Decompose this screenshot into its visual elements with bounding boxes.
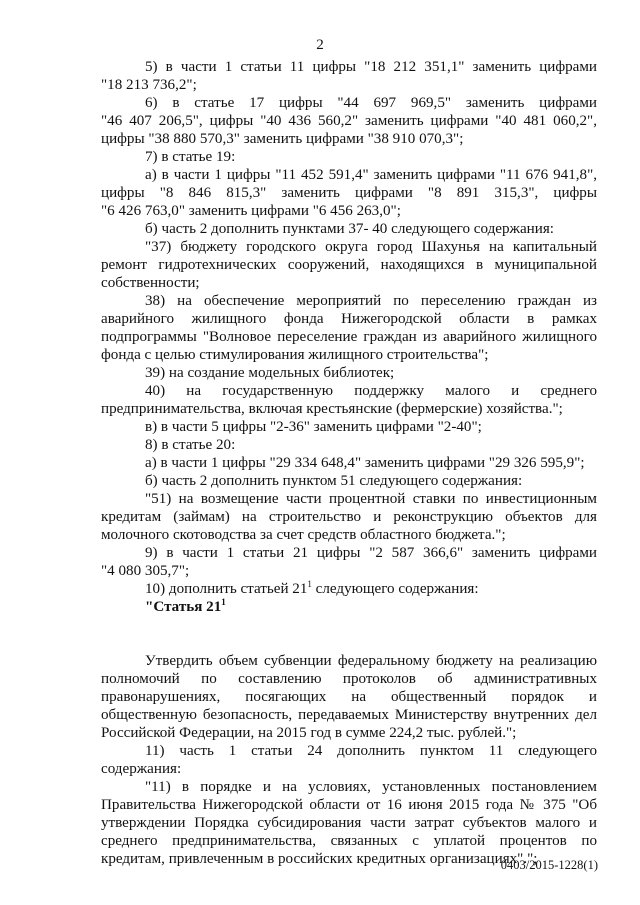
line-text: б) часть 2 дополнить пунктами 37- 40 следующего содержания: xyxy=(145,221,554,237)
line-text: среднего предпринимательства, связанных с уплатой процентов по xyxy=(101,833,597,849)
line-text: 40) на государственную поддержку малого и среднего xyxy=(145,383,597,399)
text-line xyxy=(101,382,597,400)
line-text: цифры "8 846 815,3" заменить цифрами "8 891 315,3", цифры xyxy=(101,185,597,201)
text-line xyxy=(101,580,597,598)
line-text: правонарушениях, посягающих на общественный порядок и xyxy=(101,689,597,705)
line-text: подпрограммы "Волновое переселение граждан из аварийного жилищного xyxy=(101,329,597,345)
text-line xyxy=(101,220,597,238)
line-text: молочного скотоводства за счет средств областного бюджета."; xyxy=(101,527,506,543)
text-line xyxy=(101,544,597,562)
line-text: 9) в части 1 статьи 21 цифры "2 587 366,6" заменить цифрами xyxy=(145,545,597,561)
line-text: "37) бюджету городского округа город Шахунья на капитальный xyxy=(145,239,597,255)
text-line xyxy=(101,292,597,310)
text-line xyxy=(101,436,597,454)
line-text: кредитам, привлеченным в российских кредитных организациях"."; xyxy=(101,851,538,867)
line-text: кредитам (займам) на строительство и реконструкцию объектов для xyxy=(101,509,597,525)
line-text: 8) в статье 20: xyxy=(145,437,236,453)
text-line xyxy=(101,130,597,148)
text-line xyxy=(101,238,597,256)
line-text: б) часть 2 дополнить пунктом 51 следующего содержания: xyxy=(145,473,523,489)
line-text: а) в части 1 цифры "29 334 648,4" заменить цифрами "29 326 595,9"; xyxy=(145,455,585,471)
text-line xyxy=(101,184,597,202)
document-body xyxy=(101,58,597,868)
text-line xyxy=(101,472,597,490)
text-line xyxy=(101,310,597,328)
text-line xyxy=(101,778,597,796)
text-line xyxy=(101,400,597,418)
line-text: полномочий по составлению протоколов об административных xyxy=(101,671,597,687)
text-line xyxy=(101,742,597,760)
text-line xyxy=(101,166,597,184)
text-line xyxy=(101,364,597,382)
line-text: Утвердить объем субвенции федеральному бюджету на реализацию xyxy=(145,653,597,669)
line-text: "6 426 763,0" заменить цифрами "6 456 263,0"; xyxy=(101,203,401,219)
line-text: содержания: xyxy=(101,761,182,777)
line-text: 11) часть 1 статьи 24 дополнить пунктом 11 следующего xyxy=(145,743,597,759)
text-line xyxy=(101,94,597,112)
text-line xyxy=(101,112,597,130)
line-text: "Статья 21 xyxy=(145,599,222,615)
page-number: 2 xyxy=(316,37,324,53)
text-line xyxy=(101,346,597,364)
text-line xyxy=(101,670,597,688)
line-text: собственности; xyxy=(101,275,200,291)
line-text: 7) в статье 19: xyxy=(145,149,236,165)
line-text: "18 213 736,2"; xyxy=(101,77,197,93)
line-text: "4 080 305,7"; xyxy=(101,563,190,579)
text-line xyxy=(101,148,597,166)
line-text: 10) дополнить статьей 21 xyxy=(145,581,308,597)
text-line xyxy=(101,274,597,292)
text-line xyxy=(101,76,597,94)
line-text: ремонт гидротехнических сооружений, находящихся в муниципальной xyxy=(101,257,597,273)
text-line xyxy=(101,562,597,580)
line-text: а) в части 1 цифры "11 452 591,4" заменить цифрами "11 676 941,8", xyxy=(145,167,597,183)
text-line xyxy=(101,706,597,724)
line-text: 6) в статье 17 цифры "44 697 969,5" заменить цифрами xyxy=(145,95,597,111)
text-line xyxy=(101,418,597,436)
line-text: утверждении Порядка субсидирования части затрат субъектов малого и xyxy=(101,815,597,831)
line-text: "46 407 206,5", цифры "40 436 560,2" заменить цифрами "40 481 060,2", xyxy=(101,113,597,129)
text-line xyxy=(101,256,597,274)
blank-line xyxy=(101,616,597,634)
text-line xyxy=(101,58,597,76)
text-line xyxy=(101,490,597,508)
line-text-continued: следующего содержания: xyxy=(311,581,479,597)
text-line xyxy=(101,760,597,778)
text-line xyxy=(101,508,597,526)
line-text: фонда с целью стимулирования жилищного строительства"; xyxy=(101,347,489,363)
line-text: 5) в части 1 статьи 11 цифры "18 212 351,1" заменить цифрами xyxy=(145,59,597,75)
line-text: предпринимательства, включая крестьянские (фермерские) хозяйства."; xyxy=(101,401,563,417)
text-line xyxy=(101,202,597,220)
line-text: цифры "38 880 570,3" заменить цифрами "38 910 070,3"; xyxy=(101,131,464,147)
line-text: Правительства Нижегородской области от 16 июня 2015 года № 375 "Об xyxy=(101,797,597,813)
text-line xyxy=(101,688,597,706)
line-text: в) в части 5 цифры "2-36" заменить цифрами "2-40"; xyxy=(145,419,482,435)
document-code: 0403/2015-1228(1) xyxy=(500,858,598,872)
line-text: Российской Федерации, на 2015 год в сумме 224,2 тыс. рублей."; xyxy=(101,725,517,741)
text-line xyxy=(101,598,597,616)
line-text: 39) на создание модельных библиотек; xyxy=(145,365,395,381)
text-line xyxy=(101,328,597,346)
line-text: "51) на возмещение части процентной ставки по инвестиционным xyxy=(145,491,597,507)
line-text: общественную безопасность, передаваемых Министерству внутренних дел xyxy=(101,707,597,723)
superscript: 1 xyxy=(307,579,312,589)
text-line xyxy=(101,832,597,850)
superscript: 1 xyxy=(221,597,226,607)
text-line xyxy=(101,724,597,742)
text-line xyxy=(101,814,597,832)
text-line xyxy=(101,454,597,472)
line-text: "11) в порядке и на условиях, установленных постановлением xyxy=(145,779,597,795)
line-text: аварийного жилищного фонда Нижегородской области в рамках xyxy=(101,311,597,327)
text-line xyxy=(101,652,597,670)
line-text: 38) на обеспечение мероприятий по переселению граждан из xyxy=(145,293,597,309)
text-line xyxy=(101,796,597,814)
blank-line xyxy=(101,634,597,652)
text-line xyxy=(101,526,597,544)
